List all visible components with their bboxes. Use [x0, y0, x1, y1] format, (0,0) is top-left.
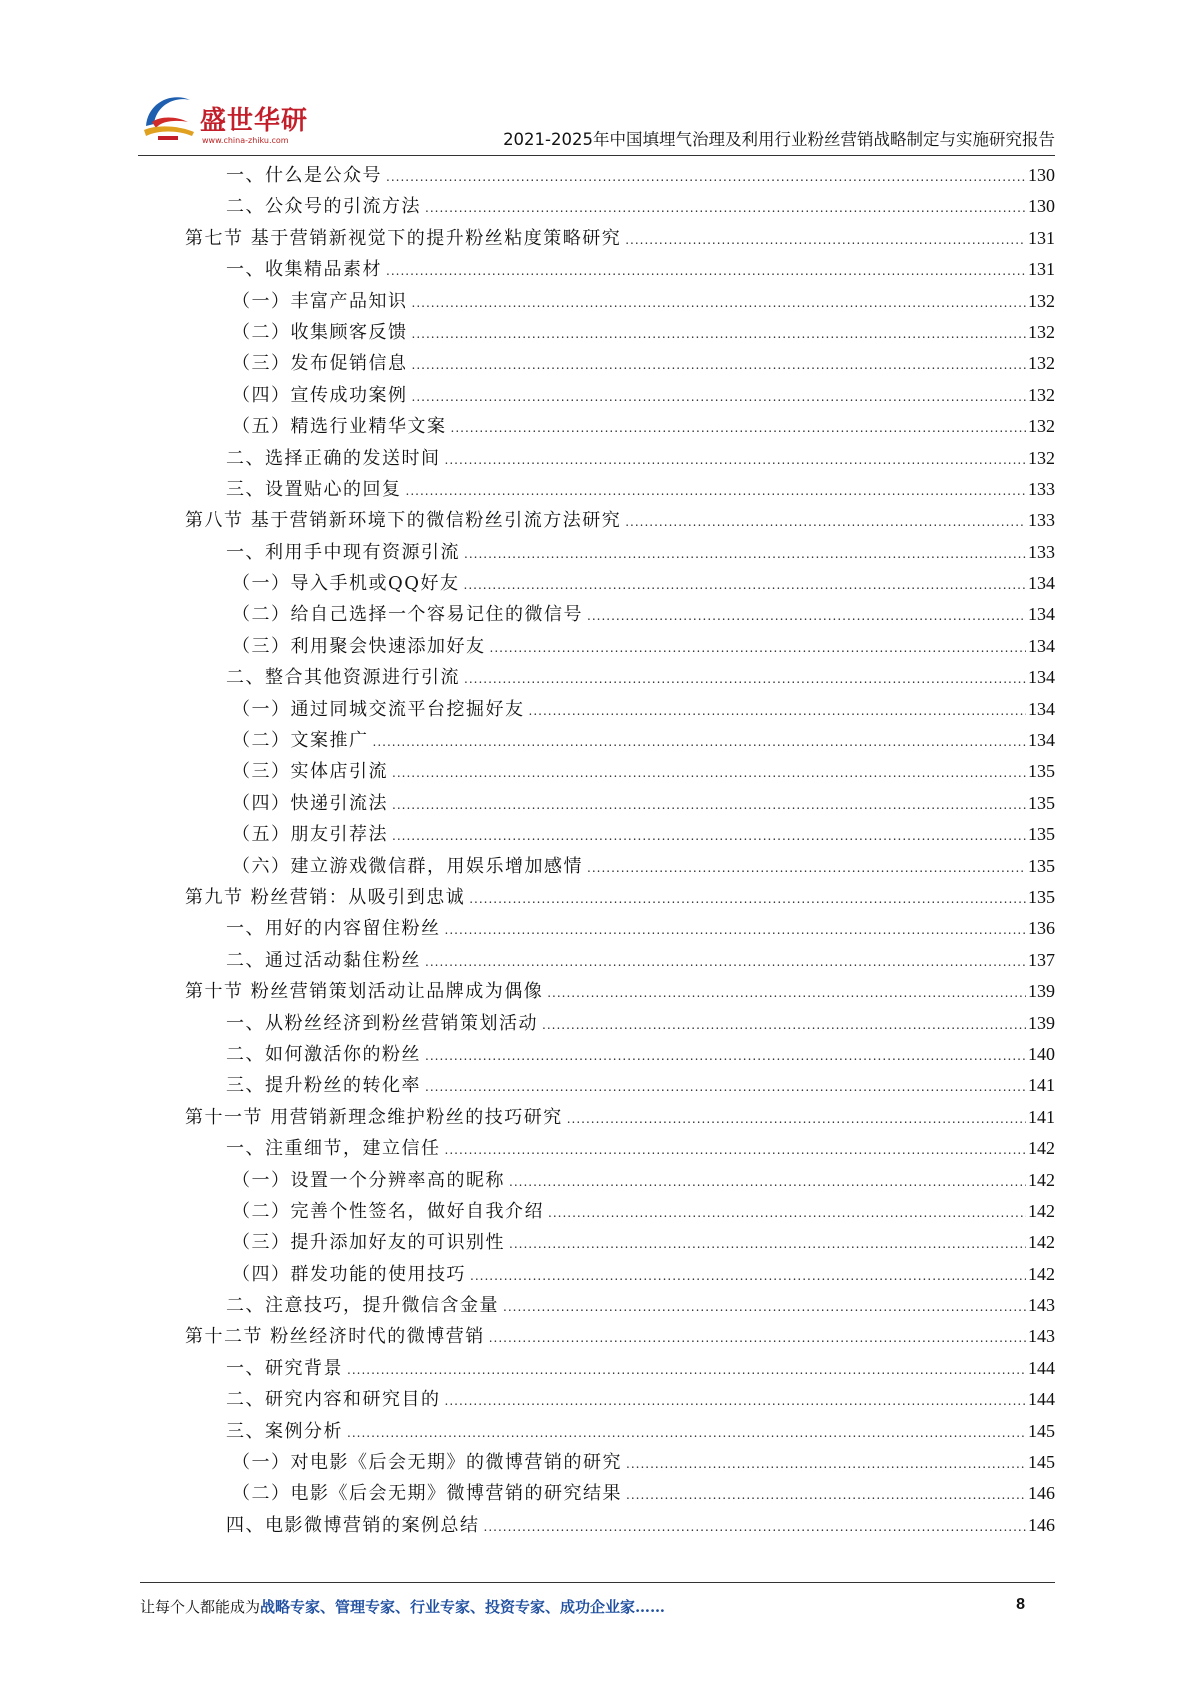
toc-entry-title: 二、公众号的引流方法 [226, 196, 421, 218]
toc-entry-title: 一、从粉丝经济到粉丝营销策划活动 [226, 1012, 538, 1034]
toc-entry-page: 135 [1028, 792, 1055, 813]
toc-entry[interactable] [185, 788, 1055, 819]
toc-entry[interactable] [185, 1478, 1055, 1509]
toc-entry[interactable] [185, 317, 1055, 348]
toc-leader-dots [587, 853, 1026, 884]
table-of-contents [185, 160, 1055, 1541]
footer-divider [140, 1582, 1055, 1583]
toc-entry-title: 第十二节 粉丝经济时代的微博营销 [185, 1326, 485, 1348]
toc-entry-title: （一）导入手机或QQ好友 [232, 573, 460, 595]
toc-leader-dots [392, 790, 1026, 821]
toc-leader-dots [412, 319, 1027, 350]
toc-entry[interactable] [185, 756, 1055, 787]
toc-leader-dots [386, 162, 1026, 193]
toc-entry-title: （一）丰富产品知识 [232, 290, 408, 312]
toc-entry-title: （二）完善个性签名，做好自我介绍 [232, 1200, 544, 1222]
toc-entry-title: 三、设置贴心的回复 [226, 478, 402, 500]
toc-entry[interactable] [185, 1133, 1055, 1164]
toc-entry[interactable] [185, 1039, 1055, 1070]
toc-entry-page: 142 [1028, 1138, 1055, 1159]
page-number: 8 [1016, 1596, 1025, 1613]
toc-entry[interactable] [185, 851, 1055, 882]
toc-entry-page: 140 [1028, 1043, 1055, 1064]
toc-entry-page: 134 [1028, 573, 1055, 594]
toc-entry[interactable] [185, 348, 1055, 379]
toc-entry-page: 133 [1028, 478, 1055, 499]
toc-entry-page: 135 [1028, 761, 1055, 782]
toc-leader-dots [490, 633, 1027, 664]
toc-entry-title: （三）实体店引流 [232, 761, 388, 783]
toc-entry[interactable] [185, 725, 1055, 756]
toc-entry-page: 132 [1028, 384, 1055, 405]
toc-entry[interactable] [185, 1510, 1055, 1541]
toc-leader-dots [509, 1167, 1026, 1198]
toc-entry[interactable] [185, 223, 1055, 254]
toc-entry-title: （五）朋友引荐法 [232, 824, 388, 846]
toc-entry[interactable] [185, 1102, 1055, 1133]
toc-entry[interactable] [185, 1070, 1055, 1101]
toc-entry[interactable] [185, 662, 1055, 693]
toc-entry-page: 143 [1028, 1326, 1055, 1347]
toc-leader-dots [451, 413, 1027, 444]
toc-entry-page: 145 [1028, 1452, 1055, 1473]
toc-entry-title: 一、收集精品素材 [226, 259, 382, 281]
toc-entry-page: 137 [1028, 949, 1055, 970]
toc-leader-dots [529, 696, 1027, 727]
toc-entry-title: 二、选择正确的发送时间 [226, 447, 441, 469]
toc-entry-page: 142 [1028, 1232, 1055, 1253]
toc-entry-page: 145 [1028, 1420, 1055, 1441]
toc-leader-dots [445, 915, 1027, 946]
toc-entry-page: 134 [1028, 635, 1055, 656]
toc-entry-page: 135 [1028, 886, 1055, 907]
toc-leader-dots [392, 758, 1026, 789]
toc-entry-title: （四）宣传成功案例 [232, 384, 408, 406]
toc-leader-dots [464, 664, 1026, 695]
toc-entry[interactable] [185, 505, 1055, 536]
toc-entry[interactable] [185, 537, 1055, 568]
toc-entry[interactable] [185, 474, 1055, 505]
toc-entry-title: （三）发布促销信息 [232, 353, 408, 375]
toc-leader-dots [412, 350, 1027, 381]
toc-entry-page: 135 [1028, 824, 1055, 845]
toc-entry-title: 第八节 基于营销新环境下的微信粉丝引流方法研究 [185, 510, 622, 532]
toc-leader-dots [392, 821, 1026, 852]
toc-entry[interactable] [185, 286, 1055, 317]
toc-entry[interactable] [185, 631, 1055, 662]
toc-entry-page: 134 [1028, 604, 1055, 625]
toc-entry[interactable] [185, 1447, 1055, 1478]
toc-entry-title: （六）建立游戏微信群，用娱乐增加感情 [232, 855, 583, 877]
logo-swoosh-icon [138, 86, 198, 146]
toc-entry-title: 二、研究内容和研究目的 [226, 1389, 441, 1411]
toc-leader-dots [425, 1072, 1026, 1103]
toc-entry-page: 139 [1028, 1012, 1055, 1033]
toc-entry-title: 二、整合其他资源进行引流 [226, 667, 460, 689]
toc-entry[interactable] [185, 191, 1055, 222]
toc-entry[interactable] [185, 599, 1055, 630]
footer-slogan-prefix: 让每个人都能成为 [140, 1598, 261, 1616]
toc-entry-page: 134 [1028, 698, 1055, 719]
toc-entry-title: （二）给自己选择一个容易记住的微信号 [232, 604, 583, 626]
toc-entry-title: （二）文案推广 [232, 730, 369, 752]
toc-entry[interactable] [185, 568, 1055, 599]
toc-entry-title: 一、利用手中现有资源引流 [226, 541, 460, 563]
toc-entry-title: 一、研究背景 [226, 1357, 343, 1379]
toc-entry-page: 142 [1028, 1263, 1055, 1284]
toc-entry-page: 131 [1028, 259, 1055, 280]
toc-entry-page: 139 [1028, 981, 1055, 1002]
company-logo [138, 84, 308, 154]
toc-entry-title: （一）通过同城交流平台挖掘好友 [232, 698, 525, 720]
toc-entry-page: 132 [1028, 447, 1055, 468]
toc-leader-dots [509, 1229, 1026, 1260]
toc-leader-dots [625, 225, 1026, 256]
toc-entry-page: 146 [1028, 1514, 1055, 1535]
toc-leader-dots [347, 1355, 1026, 1386]
toc-entry-page: 131 [1028, 227, 1055, 248]
toc-entry[interactable] [185, 976, 1055, 1007]
toc-leader-dots [626, 1449, 1026, 1480]
toc-entry-page: 144 [1028, 1389, 1055, 1410]
toc-entry-page: 132 [1028, 290, 1055, 311]
toc-entry[interactable] [185, 1321, 1055, 1352]
toc-entry-title: 第十一节 用营销新理念维护粉丝的技巧研究 [185, 1106, 563, 1128]
toc-entry[interactable] [185, 913, 1055, 944]
toc-entry-title: （二）收集顾客反馈 [232, 321, 408, 343]
toc-entry-title: （五）精选行业精华文案 [232, 416, 447, 438]
toc-leader-dots [425, 193, 1026, 224]
toc-leader-dots [386, 256, 1026, 287]
toc-leader-dots [406, 476, 1027, 507]
logo-name: 盛世华研 [200, 106, 309, 136]
toc-leader-dots [484, 1512, 1027, 1543]
toc-entry-page: 141 [1028, 1075, 1055, 1096]
toc-entry[interactable] [185, 694, 1055, 725]
toc-entry-page: 142 [1028, 1200, 1055, 1221]
toc-entry-page: 133 [1028, 510, 1055, 531]
toc-entry-title: 一、什么是公众号 [226, 165, 382, 186]
page-header [138, 78, 1055, 156]
toc-entry-title: （四）群发功能的使用技巧 [232, 1263, 466, 1285]
toc-leader-dots [469, 884, 1026, 915]
toc-entry-title: （三）利用聚会快速添加好友 [232, 635, 486, 657]
toc-entry-title: 三、提升粉丝的转化率 [226, 1075, 421, 1097]
toc-leader-dots [425, 1041, 1026, 1072]
toc-entry[interactable] [185, 1165, 1055, 1196]
toc-entry-page: 141 [1028, 1106, 1055, 1127]
toc-entry-page: 144 [1028, 1357, 1055, 1378]
toc-entry[interactable] [185, 1384, 1055, 1415]
toc-entry-title: 二、通过活动黏住粉丝 [226, 949, 421, 971]
toc-leader-dots [489, 1323, 1026, 1354]
page-footer [140, 1596, 1055, 1626]
toc-leader-dots [470, 1261, 1026, 1292]
toc-entry[interactable] [185, 1290, 1055, 1321]
toc-entry-title: 第九节 粉丝营销：从吸引到忠诚 [185, 886, 466, 908]
toc-leader-dots [503, 1292, 1026, 1323]
toc-entry-title: （二）电影《后会无期》微博营销的研究结果 [232, 1483, 622, 1505]
toc-leader-dots [464, 570, 1026, 601]
toc-entry-page: 130 [1028, 165, 1055, 185]
toc-entry[interactable] [185, 1353, 1055, 1384]
toc-entry[interactable] [185, 1008, 1055, 1039]
toc-entry[interactable] [185, 1259, 1055, 1290]
toc-leader-dots [542, 1010, 1026, 1041]
toc-entry-title: 一、注重细节，建立信任 [226, 1138, 441, 1160]
toc-entry[interactable] [185, 819, 1055, 850]
toc-entry-title: 二、注意技巧，提升微信含金量 [226, 1295, 499, 1317]
toc-entry[interactable] [185, 443, 1055, 474]
toc-entry-title: 四、电影微博营销的案例总结 [226, 1514, 480, 1536]
toc-entry[interactable] [185, 254, 1055, 285]
toc-entry-page: 142 [1028, 1169, 1055, 1190]
toc-leader-dots [445, 1386, 1027, 1417]
toc-entry[interactable] [185, 411, 1055, 442]
toc-entry[interactable] [185, 1196, 1055, 1227]
toc-entry-page: 134 [1028, 730, 1055, 751]
logo-url: www.china-zhiku.com [202, 136, 289, 145]
toc-entry-page: 146 [1028, 1483, 1055, 1504]
toc-leader-dots [626, 1480, 1026, 1511]
toc-leader-dots [373, 727, 1027, 758]
toc-entry[interactable] [185, 1227, 1055, 1258]
toc-leader-dots [587, 601, 1026, 632]
toc-leader-dots [445, 445, 1027, 476]
toc-entry[interactable] [185, 160, 1055, 191]
toc-entry-page: 136 [1028, 918, 1055, 939]
toc-entry-page: 132 [1028, 353, 1055, 374]
toc-entry-title: （一）对电影《后会无期》的微博营销的研究 [232, 1452, 622, 1474]
toc-leader-dots [567, 1104, 1026, 1135]
toc-entry-title: 一、用好的内容留住粉丝 [226, 918, 441, 940]
toc-entry-page: 132 [1028, 321, 1055, 342]
toc-entry-page: 135 [1028, 855, 1055, 876]
toc-leader-dots [425, 947, 1026, 978]
toc-entry-page: 143 [1028, 1295, 1055, 1316]
toc-entry[interactable] [185, 945, 1055, 976]
toc-entry[interactable] [185, 380, 1055, 411]
toc-entry-title: （三）提升添加好友的可识别性 [232, 1232, 505, 1254]
toc-entry-title: 二、如何激活你的粉丝 [226, 1043, 421, 1065]
toc-entry[interactable] [185, 1416, 1055, 1447]
toc-leader-dots [464, 539, 1026, 570]
toc-entry-title: 三、案例分析 [226, 1420, 343, 1442]
toc-leader-dots [347, 1418, 1026, 1449]
header-divider [138, 155, 1055, 156]
toc-entry-page: 133 [1028, 541, 1055, 562]
footer-slogan-highlight: 战略专家、管理专家、行业专家、投资专家、成功企业家…… [260, 1598, 666, 1616]
toc-entry[interactable] [185, 882, 1055, 913]
toc-leader-dots [625, 507, 1026, 538]
report-title: 2021-2025年中国填埋气治理及利用行业粉丝营销战略制定与实施研究报告 [503, 130, 1055, 149]
toc-leader-dots [412, 288, 1027, 319]
toc-entry-page: 132 [1028, 416, 1055, 437]
toc-entry-title: 第七节 基于营销新视觉下的提升粉丝粘度策略研究 [185, 227, 622, 249]
toc-entry-page: 134 [1028, 667, 1055, 688]
toc-entry-title: （一）设置一个分辨率高的昵称 [232, 1169, 505, 1191]
toc-leader-dots [548, 1198, 1026, 1229]
toc-entry-title: （四）快递引流法 [232, 792, 388, 814]
toc-leader-dots [547, 978, 1026, 1009]
toc-leader-dots [445, 1135, 1027, 1166]
toc-leader-dots [412, 382, 1027, 413]
toc-entry-page: 130 [1028, 196, 1055, 217]
toc-entry-title: 第十节 粉丝营销策划活动让品牌成为偶像 [185, 981, 544, 1003]
